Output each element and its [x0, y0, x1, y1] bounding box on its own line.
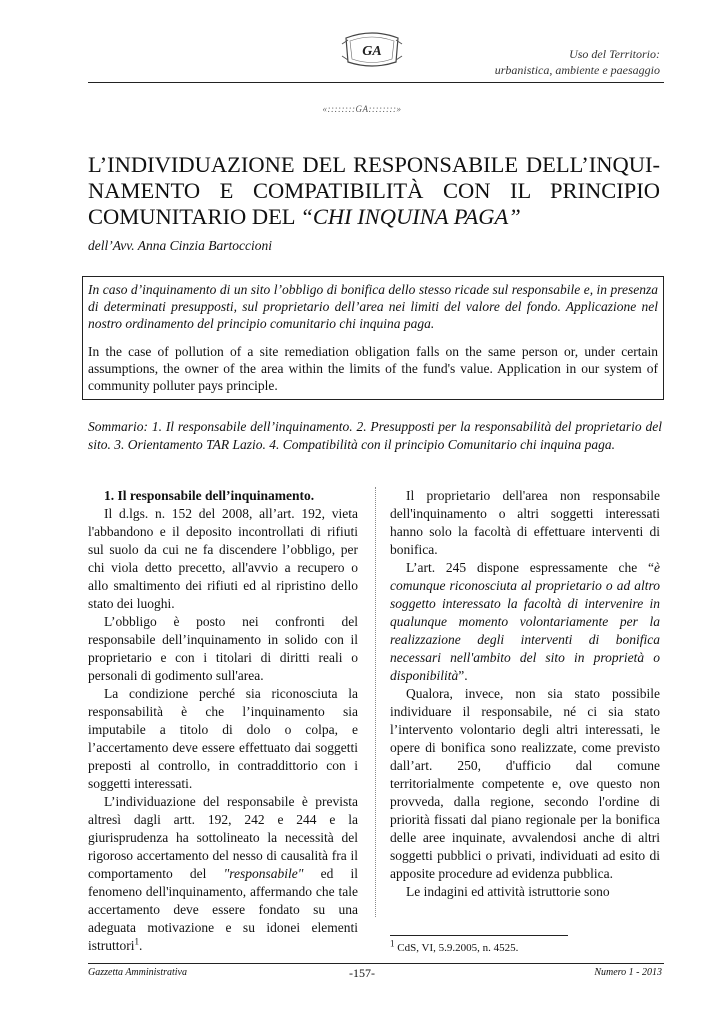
abstract-italian: In caso d’inquinamento di un sito l’obbligo di bonifica dello stesso ricade sul responsabile e, in presenza di determinati presupposti, sul proprietario dell’area nei limiti del valore del fondo. Applicazione nel nostro ordinamento del principio comunitario chi inquina paga.: [88, 282, 658, 332]
paragraph-4: [88, 793, 358, 955]
paragraph-2: L’obbligo è posto nei confronti del responsabile dell’inquinamento in solido con il proprietario e con i titolari di diritti reali o personali di godimento sull'area.: [88, 614, 358, 683]
author: dell’Avv. Anna Cinzia Bartoccioni: [88, 238, 272, 253]
ornament: «::::::::GA::::::::»: [322, 104, 402, 114]
paragraph-6-text-b: ”.: [458, 668, 468, 683]
paragraph-5: Il proprietario dell'area non responsabile dell'inquinamento o altri soggetti interessati hanno solo la facoltà di effettuare interventi di bonifica.: [390, 488, 660, 557]
article-title: [88, 152, 660, 230]
paragraph-4-italic: "responsabile": [223, 866, 304, 881]
header-rule: [88, 82, 664, 83]
title-plain: L’INDIVIDUAZIONE DEL RESPONSABILE DELL’INQUINAMENTO E COMPATIBILITÀ CON IL PRINCIPIO COMUNITARIO DEL: [88, 152, 660, 229]
issue-number: Numero 1 - 2013: [594, 967, 662, 978]
section-header: [495, 46, 660, 78]
column-right: [390, 487, 660, 901]
footnote-text: CdS, VI, 5.9.2005, n. 4525.: [394, 942, 519, 954]
footer-rule: [88, 963, 664, 964]
logo-text: GA: [362, 44, 382, 59]
abstract-box: [82, 276, 664, 400]
paragraph-6-italic: è comunque riconosciuta al proprietario o ad altro soggetto interessato la facoltà di intervenire in qualunque momento volontariamente per la realizzazione degli interventi di bonifica necessari nell'ambito del sito in proprietà o disponibilità: [390, 560, 660, 683]
paragraph-8: Le indagini ed attività istruttorie sono: [406, 884, 610, 899]
paragraph-6-text-a: L’art. 245 dispone espressamente che “: [406, 560, 654, 575]
footnote-number: 1: [390, 938, 395, 949]
paragraph-4-end: .: [139, 938, 143, 953]
column-divider: [375, 487, 376, 917]
abstract-english: In the case of pollution of a site remediation obligation falls on the same person or, under certain assumptions, the owner of the area within the limits of the fund's value. Application in our system of community polluter pays principle.: [88, 343, 658, 394]
page-number: -157-: [349, 966, 375, 980]
sommario: Sommario: 1. Il responsabile dell’inquinamento. 2. Presupposti per la responsabilità del proprietario del sito. 3. Orientamento TAR Lazio. 4. Compatibilità con il principio Comunitario chi inquina paga.: [88, 419, 662, 452]
column-left: [88, 487, 358, 955]
footnote-rule: [390, 935, 568, 936]
gazzetta-logo: [340, 30, 404, 70]
paragraph-6: [390, 559, 660, 685]
title-italic: “CHI INQUINA PAGA”: [300, 204, 521, 229]
paragraph-1: Il d.lgs. n. 152 del 2008, all’art. 192, vieta l'abbandono e il deposito incontrollati di rifiuti sul suolo da cui ne fa discendere l’obbligo, per chi viola detto precetto, all'avvio a recupero o allo smaltimento dei rifiuti ed al ripristino dello stato dei luoghi.: [88, 506, 358, 611]
footnote: [390, 938, 519, 954]
footnote-ref[interactable]: 1: [134, 936, 139, 947]
paragraph-7: Qualora, invece, non sia stato possibile individuare il responsabile, né ci sia stato l’intervento volontario degli altri interessati, le opere di bonifica sono realizzate, come previsto dall’art. 250, d'ufficio dal comune territorialmente competente e, ove questo non provveda, dalla regione, secondo l'ordine di priorità fissati dal piano regionale per la bonifica delle aree inquinate, avvalendosi anche di altri soggetti pubblici o privati, individuati ad esito di apposite procedure ad evidenza pubblica.: [390, 686, 660, 881]
section-heading: 1. Il responsabile dell’inquinamento.: [104, 488, 315, 503]
paragraph-3: La condizione perché sia riconosciuta la responsabilità è che l’inquinamento sia imputabile a titolo di dolo o colpa, e l’accertamento deve essere effettuato dai soggetti preposti al controllo, in contraddittorio con i soggetti interessati.: [88, 686, 358, 791]
paragraph-4-text-a: L’individuazione del responsabile è prevista altresì dagli artt. 192, 242 e 244 e la giurisprudenza ha sottolineato la necessità del rigoroso accertamento del nesso di causalità fra il comportamento del: [88, 794, 358, 881]
section-line-2: urbanistica, ambiente e paesaggio: [494, 63, 660, 77]
section-line-1: Uso del Territorio:: [569, 47, 660, 61]
paragraph-4-text-b: ed il fenomeno dell'inquinamento, affermando che tale accertamento deve essere fondato su una adeguata motivazione e su idonei elementi istruttori: [88, 866, 358, 953]
footer-publication: Gazzetta Amministrativa: [88, 967, 187, 978]
